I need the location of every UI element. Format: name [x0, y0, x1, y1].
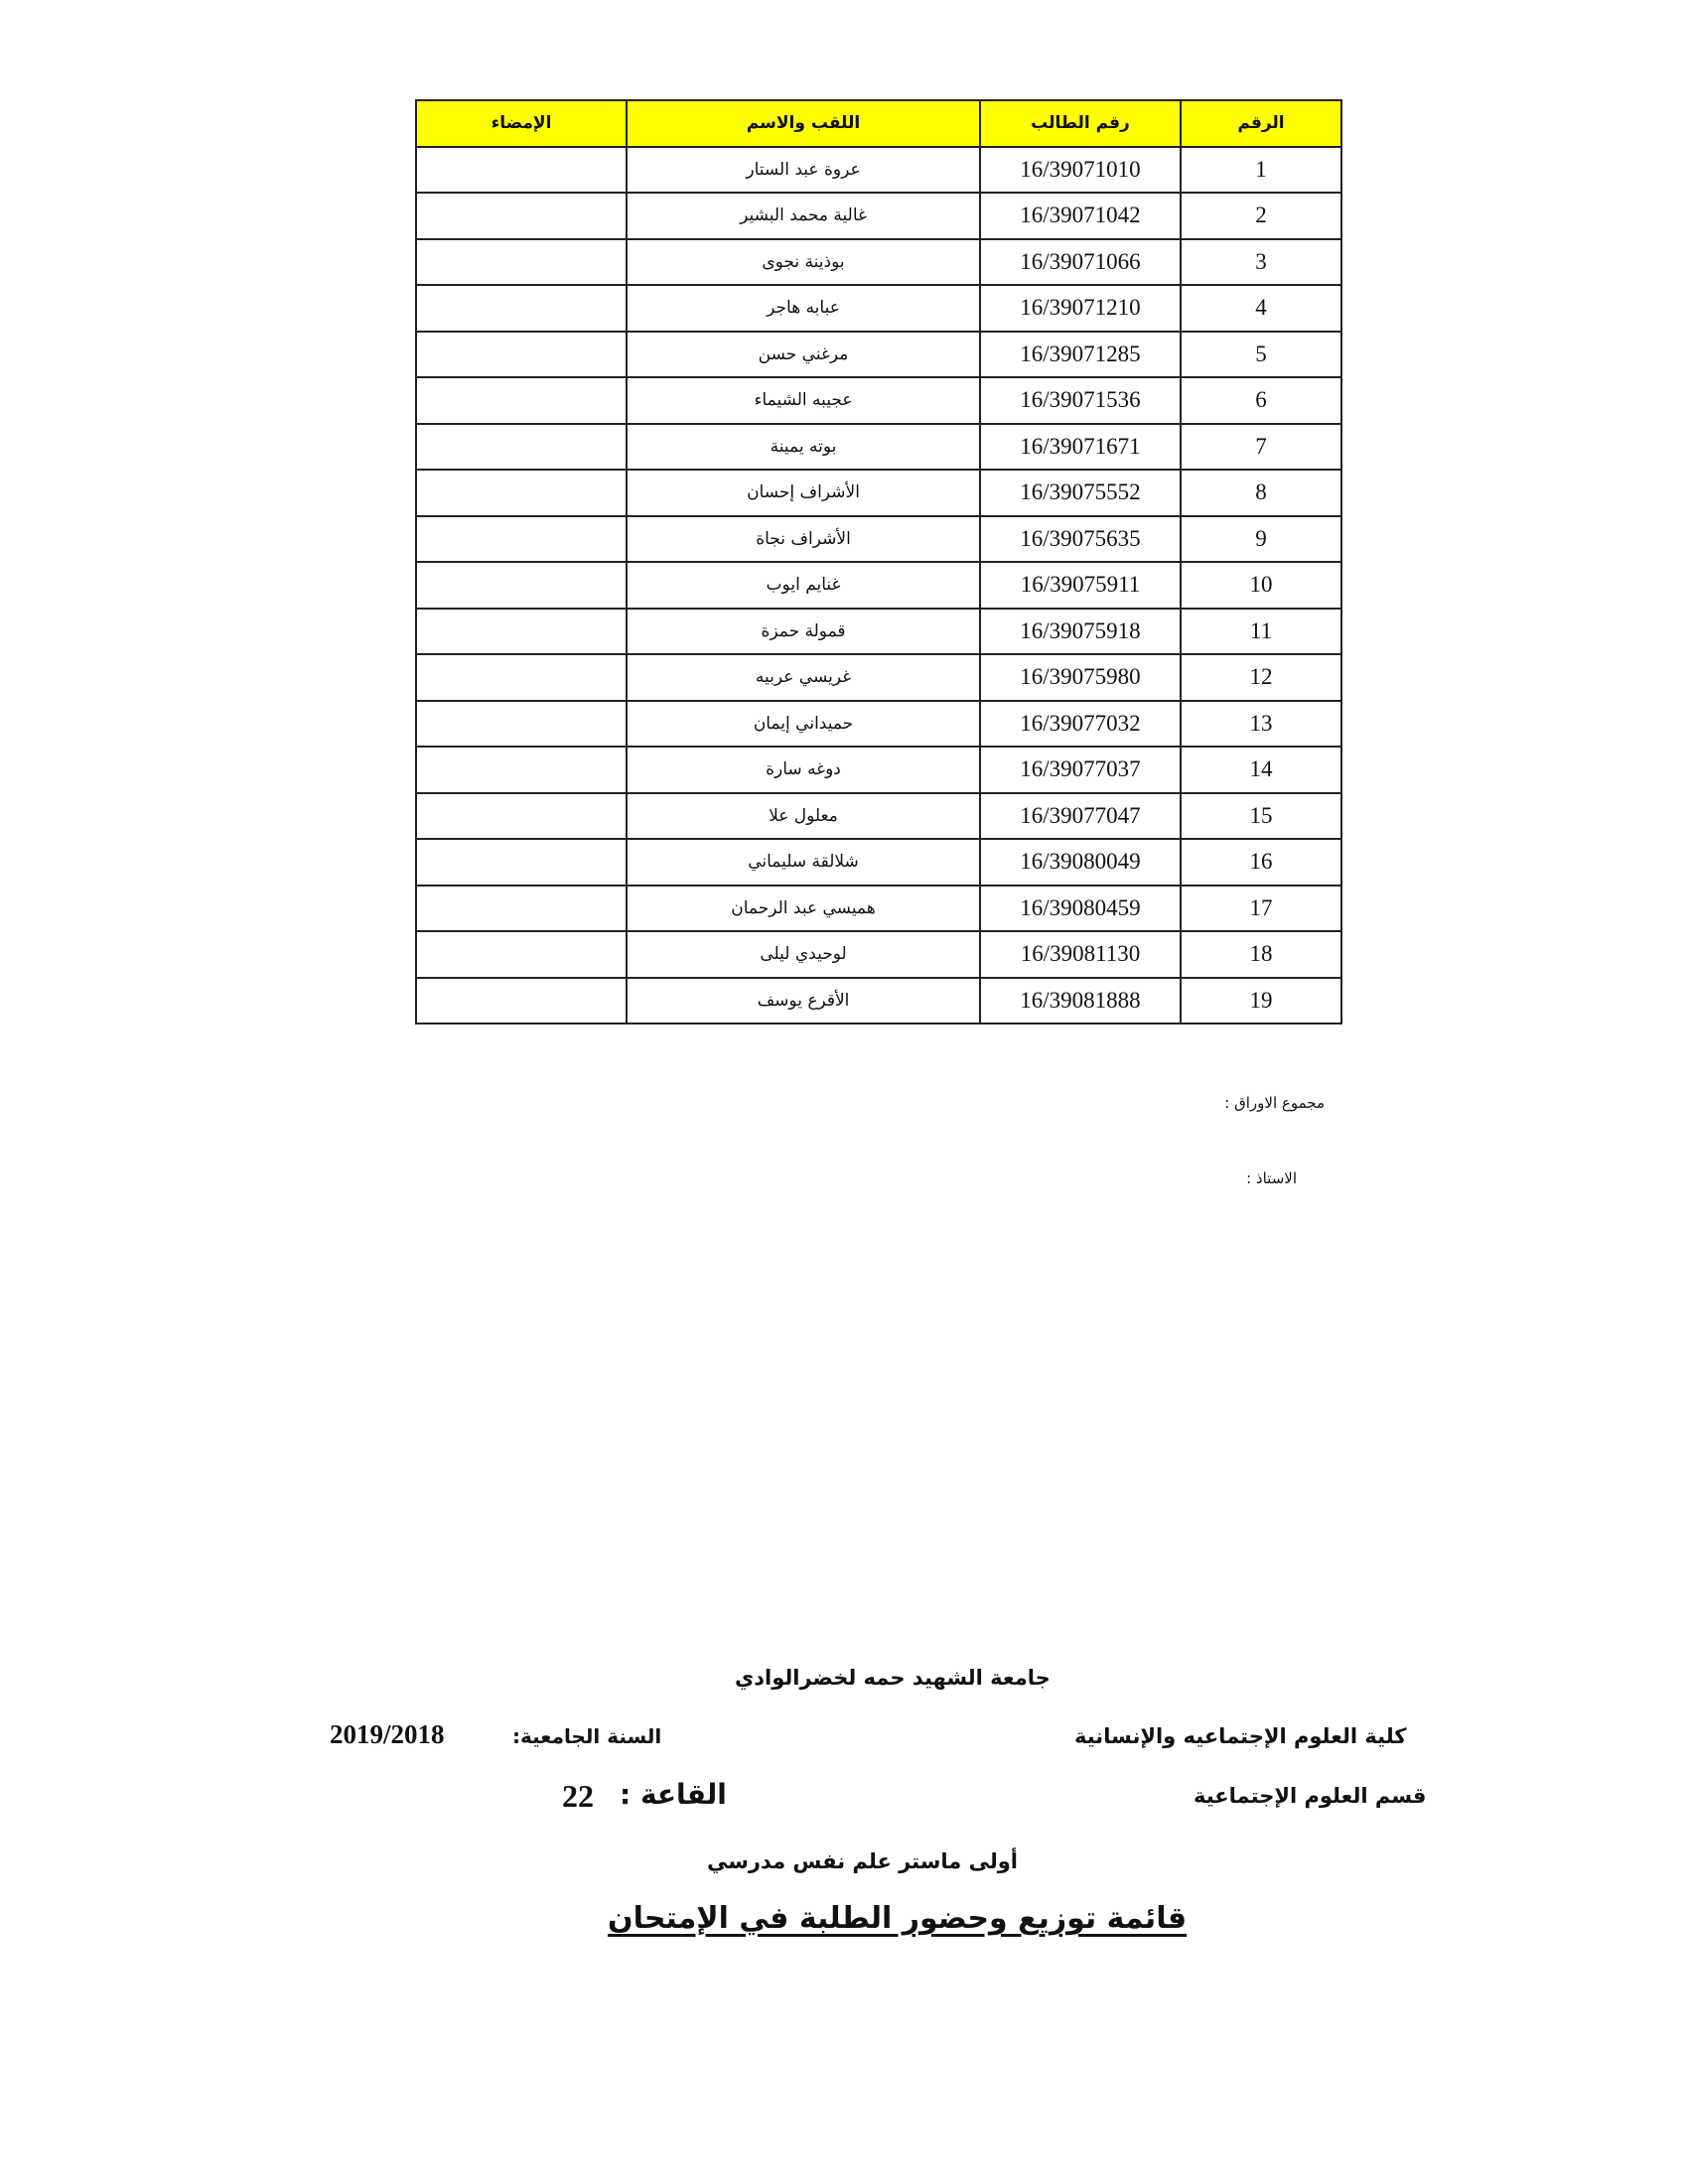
cell-signature	[416, 193, 627, 239]
cell-name: بوذينة نجوى	[627, 239, 980, 286]
cell-number: 7	[1181, 424, 1341, 471]
department-name: قسم العلوم الإجتماعية	[1194, 1784, 1427, 1808]
table-row	[416, 609, 1341, 655]
header-student-id: رقم الطالب	[980, 100, 1181, 147]
cell-signature	[416, 332, 627, 378]
cell-name: غريسي عربيه	[627, 654, 980, 701]
document-title: قائمة توزيع وحضور الطلبة في الإمتحان	[608, 1901, 1188, 1936]
faculty-name: كلية العلوم الإجتماعيه والإنسانية	[1074, 1724, 1407, 1748]
cell-student-id: 16/39071210	[980, 285, 1181, 332]
cell-number: 3	[1181, 239, 1341, 286]
table-row	[416, 470, 1341, 516]
cell-signature	[416, 701, 627, 748]
cell-signature	[416, 747, 627, 793]
cell-name: عبابه هاجر	[627, 285, 980, 332]
cell-student-id: 16/39075552	[980, 470, 1181, 516]
cell-name: حميداني إيمان	[627, 701, 980, 748]
header-signature: الإمضاء	[416, 100, 627, 147]
header-number: الرقم	[1181, 100, 1341, 147]
cell-student-id: 16/39081888	[980, 978, 1181, 1024]
cell-student-id: 16/39075980	[980, 654, 1181, 701]
academic-year-value: 2019/2018	[330, 1719, 445, 1749]
table-row	[416, 193, 1341, 239]
table-row	[416, 793, 1341, 840]
cell-signature	[416, 839, 627, 886]
table-row	[416, 839, 1341, 886]
cell-student-id: 16/39080049	[980, 839, 1181, 886]
cell-name: معلول علا	[627, 793, 980, 840]
cell-signature	[416, 285, 627, 332]
cell-number: 11	[1181, 609, 1341, 655]
cell-signature	[416, 609, 627, 655]
cell-name: الأقرع يوسف	[627, 978, 980, 1024]
cell-number: 4	[1181, 285, 1341, 332]
cell-signature	[416, 147, 627, 194]
room-number: 22	[562, 1778, 594, 1814]
cell-name: دوغه سارة	[627, 747, 980, 793]
cell-number: 18	[1181, 931, 1341, 978]
cell-student-id: 16/39075918	[980, 609, 1181, 655]
table-row	[416, 516, 1341, 563]
professor-label: الاستاذ :	[1246, 1169, 1297, 1187]
table-row	[416, 886, 1341, 932]
table-row	[416, 978, 1341, 1024]
table-row	[416, 424, 1341, 471]
cell-student-id: 16/39071285	[980, 332, 1181, 378]
cell-number: 5	[1181, 332, 1341, 378]
cell-name: عروة عبد الستار	[627, 147, 980, 194]
cell-name: مرغني حسن	[627, 332, 980, 378]
cell-number: 19	[1181, 978, 1341, 1024]
academic-year-label: السنة الجامعية:	[512, 1724, 662, 1748]
table-row	[416, 931, 1341, 978]
table-row	[416, 654, 1341, 701]
cell-student-id: 16/39075635	[980, 516, 1181, 563]
cell-signature	[416, 470, 627, 516]
cell-student-id: 16/39080459	[980, 886, 1181, 932]
university-name: جامعة الشهيد حمه لخضرالوادي	[735, 1666, 1051, 1690]
cell-name: الأشراف إحسان	[627, 470, 980, 516]
cell-signature	[416, 793, 627, 840]
cell-signature	[416, 377, 627, 424]
cell-student-id: 16/39075911	[980, 562, 1181, 609]
cell-name: شلالقة سليماني	[627, 839, 980, 886]
cell-signature	[416, 516, 627, 563]
header-name: اللقب والاسم	[627, 100, 980, 147]
table-row	[416, 747, 1341, 793]
cell-number: 1	[1181, 147, 1341, 194]
cell-signature	[416, 239, 627, 286]
table-row	[416, 377, 1341, 424]
cell-signature	[416, 654, 627, 701]
cell-student-id: 16/39071536	[980, 377, 1181, 424]
cell-name: الأشراف نجاة	[627, 516, 980, 563]
table-row	[416, 285, 1341, 332]
table-row	[416, 562, 1341, 609]
cell-number: 15	[1181, 793, 1341, 840]
program-name: أولى ماستر علم نفس مدرسي	[707, 1849, 1018, 1873]
cell-number: 10	[1181, 562, 1341, 609]
table-row	[416, 239, 1341, 286]
cell-number: 6	[1181, 377, 1341, 424]
cell-student-id: 16/39071066	[980, 239, 1181, 286]
cell-student-id: 16/39071671	[980, 424, 1181, 471]
cell-signature	[416, 562, 627, 609]
cell-number: 12	[1181, 654, 1341, 701]
cell-student-id: 16/39077032	[980, 701, 1181, 748]
total-papers-label: مجموع الاوراق :	[1224, 1094, 1325, 1112]
cell-student-id: 16/39077047	[980, 793, 1181, 840]
table-row	[416, 332, 1341, 378]
cell-student-id: 16/39077037	[980, 747, 1181, 793]
cell-number: 14	[1181, 747, 1341, 793]
table-header-row	[416, 100, 1341, 147]
cell-signature	[416, 978, 627, 1024]
cell-name: قمولة حمزة	[627, 609, 980, 655]
cell-student-id: 16/39081130	[980, 931, 1181, 978]
table-body	[416, 147, 1341, 1024]
cell-number: 2	[1181, 193, 1341, 239]
cell-name: غنايم ايوب	[627, 562, 980, 609]
table-row	[416, 147, 1341, 194]
cell-name: لوحيدي ليلى	[627, 931, 980, 978]
cell-name: بوته يمينة	[627, 424, 980, 471]
cell-number: 9	[1181, 516, 1341, 563]
cell-signature	[416, 931, 627, 978]
cell-name: عجيبه الشيماء	[627, 377, 980, 424]
cell-number: 13	[1181, 701, 1341, 748]
cell-name: غالية محمد البشير	[627, 193, 980, 239]
cell-signature	[416, 886, 627, 932]
cell-signature	[416, 424, 627, 471]
cell-number: 17	[1181, 886, 1341, 932]
cell-number: 16	[1181, 839, 1341, 886]
student-roster-table	[415, 99, 1342, 1024]
cell-student-id: 16/39071042	[980, 193, 1181, 239]
cell-number: 8	[1181, 470, 1341, 516]
table-row	[416, 701, 1341, 748]
cell-name: هميسي عبد الرحمان	[627, 886, 980, 932]
room-label: القاعة :	[620, 1778, 727, 1811]
cell-student-id: 16/39071010	[980, 147, 1181, 194]
